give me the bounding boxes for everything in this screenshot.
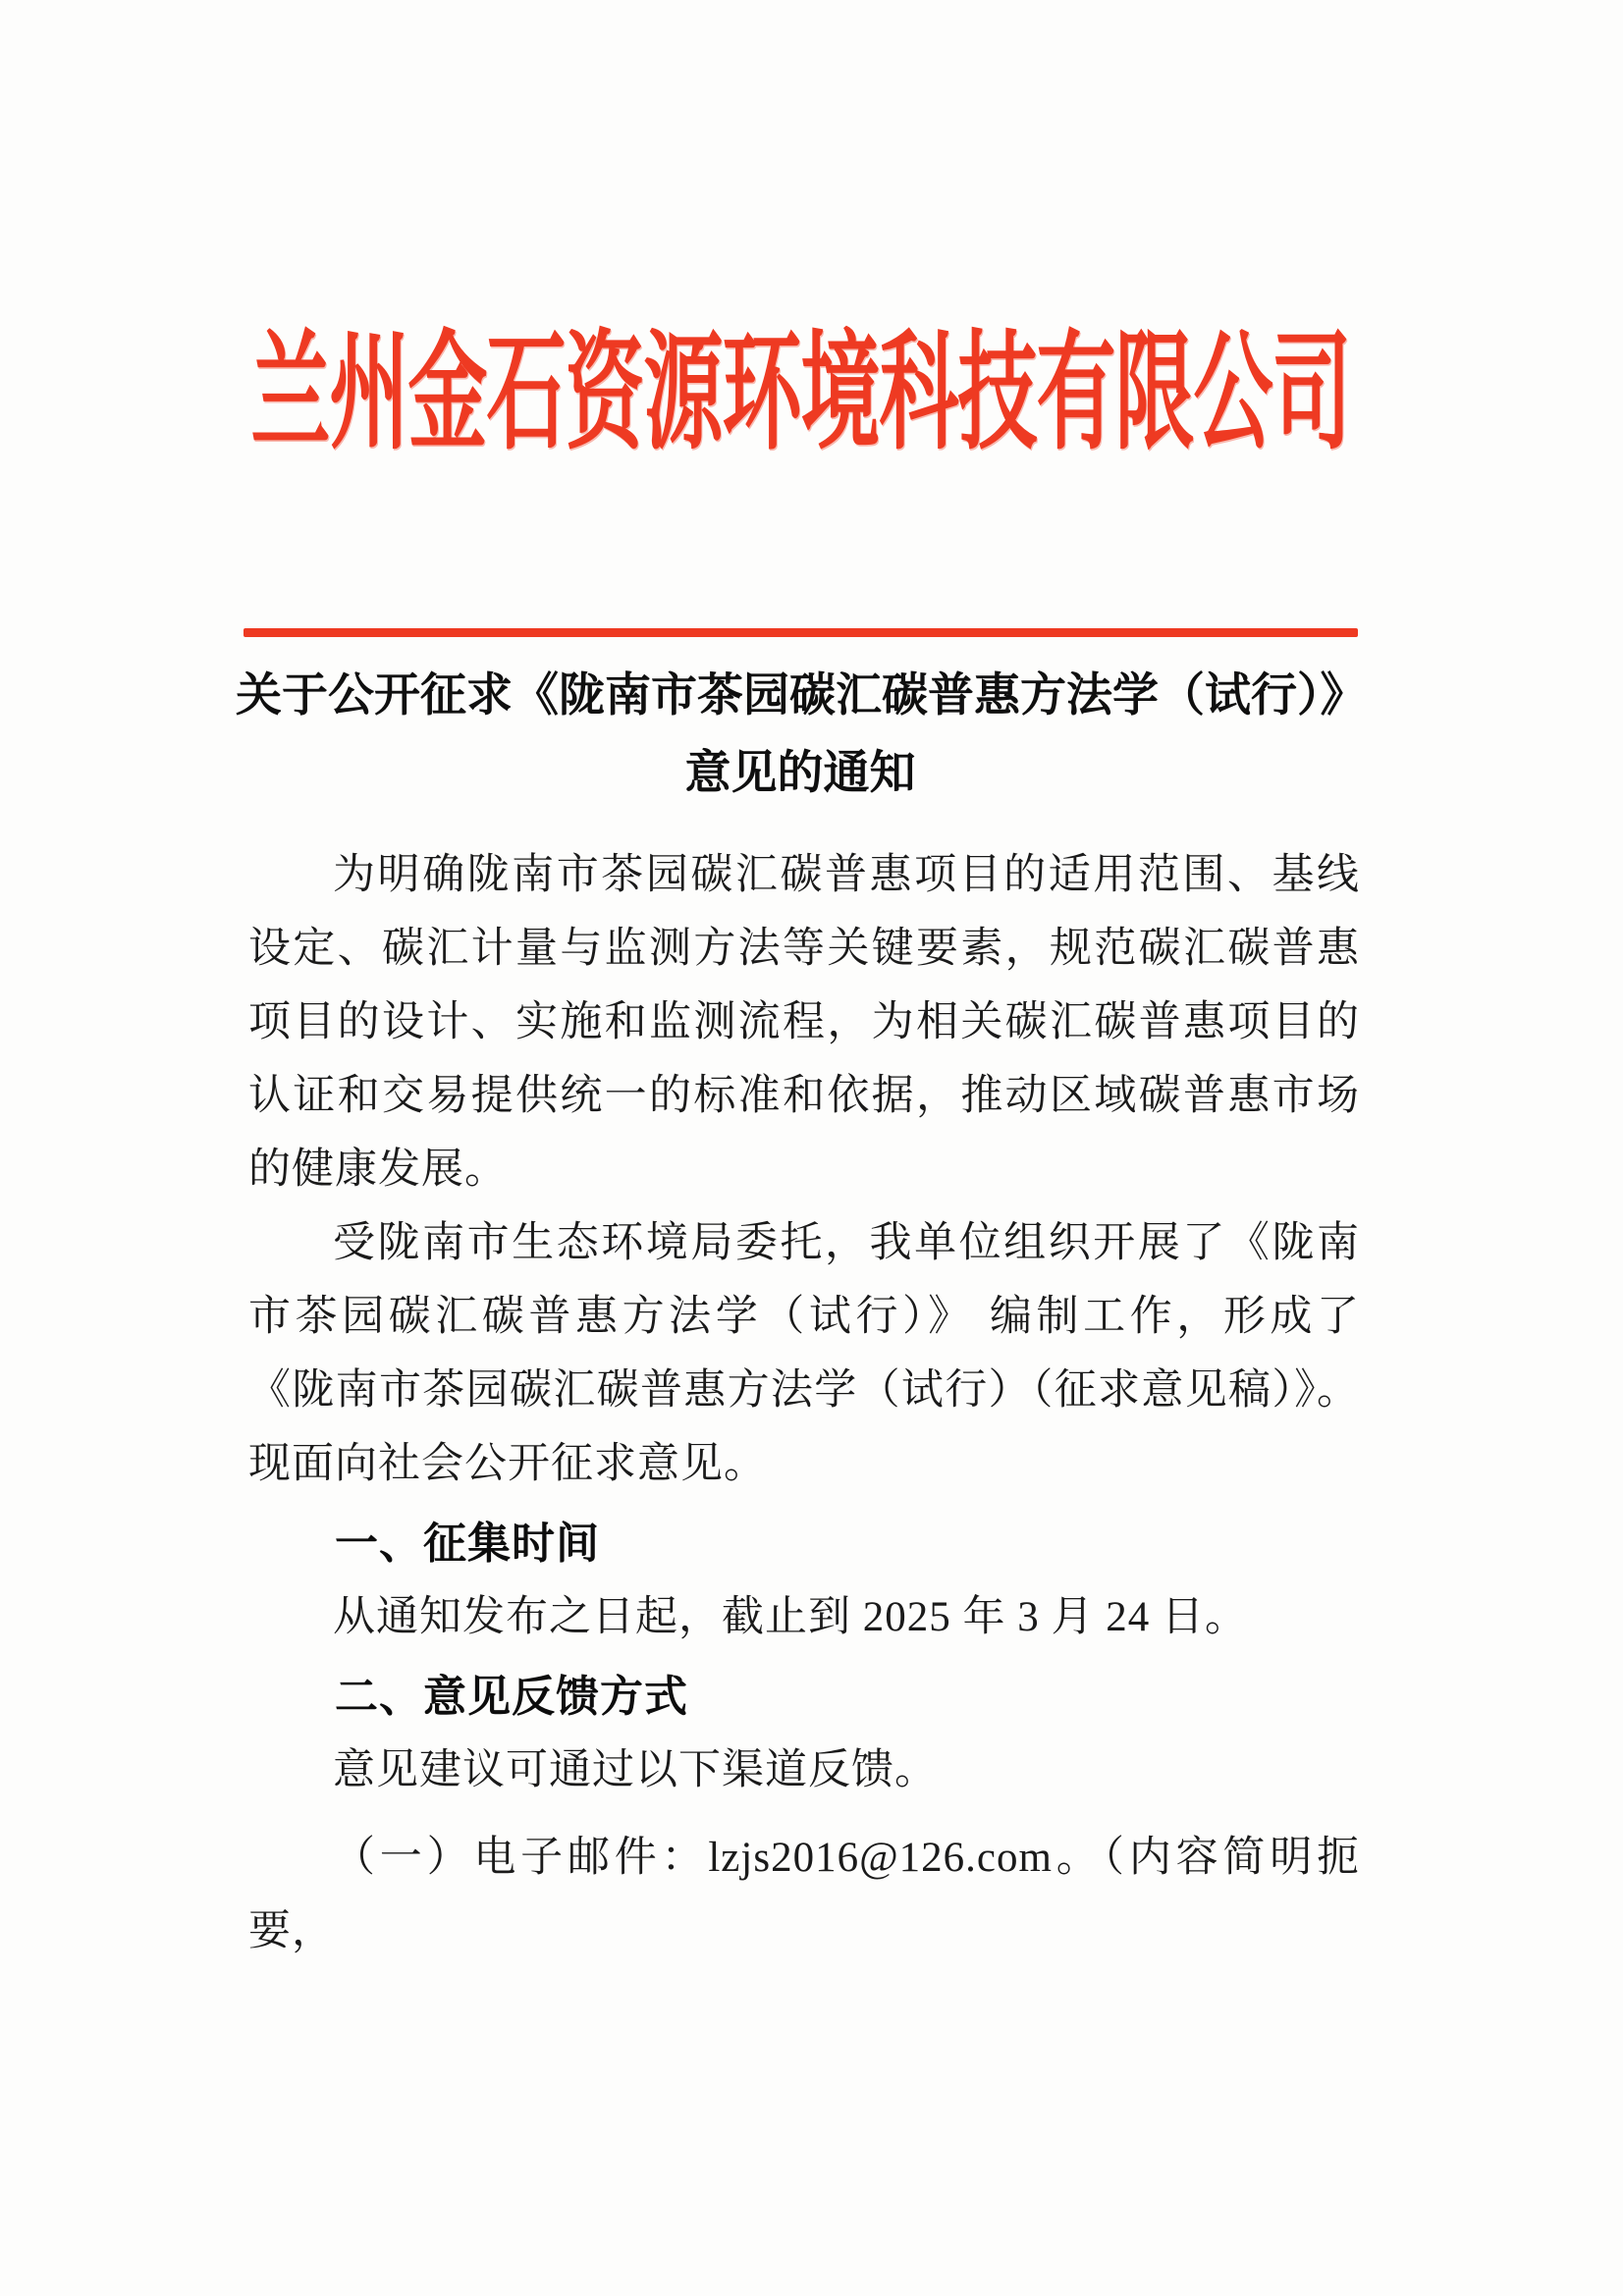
section-heading-1: 一、征集时间 [335,1520,600,1568]
intro-paragraph-1: 为明确陇南市茶园碳汇碳普惠项目的适用范围、基线设定、碳汇计量与监测方法等关键要素，规范碳汇碳普惠项目的设计、实施和监测流程，为相关碳汇碳普惠项目的认证和交易提供统一的标准和依据，推动区域碳普惠市场的健康发展。 [248,852,1360,1193]
section-2-paragraph-1: 意见建议可通过以下渠道反馈。 [333,1747,938,1793]
document-body [248,838,1360,1968]
title-line-2: 意见的通知 [684,748,916,799]
document-title [236,658,1365,813]
section-2-paragraph-2: （一）电子邮件：lzjs2016@126.com。（内容简明扼要， [248,1835,1360,1954]
intro-paragraph-2: 受陇南市生态环境局委托，我单位组织开展了《陇南市茶园碳汇碳普惠方法学（试行）》 编制工作，形成了《陇南市茶园碳汇碳普惠方法学（试行）（征求意见稿）》。现面向社会公开征求意见。 [248,1220,1360,1487]
section-1-paragraph-1: 从通知发布之日起，截止到 2025 年 3 月 24 日。 [333,1594,1248,1640]
section-heading-2: 二、意见反馈方式 [335,1673,688,1721]
title-line-1: 关于公开征求《陇南市茶园碳汇碳普惠方法学（试行）》 [236,670,1367,721]
letterhead [243,291,1358,466]
red-divider-line [243,628,1358,637]
company-name: 兰州金石资源环境科技有限公司 [250,322,1351,466]
